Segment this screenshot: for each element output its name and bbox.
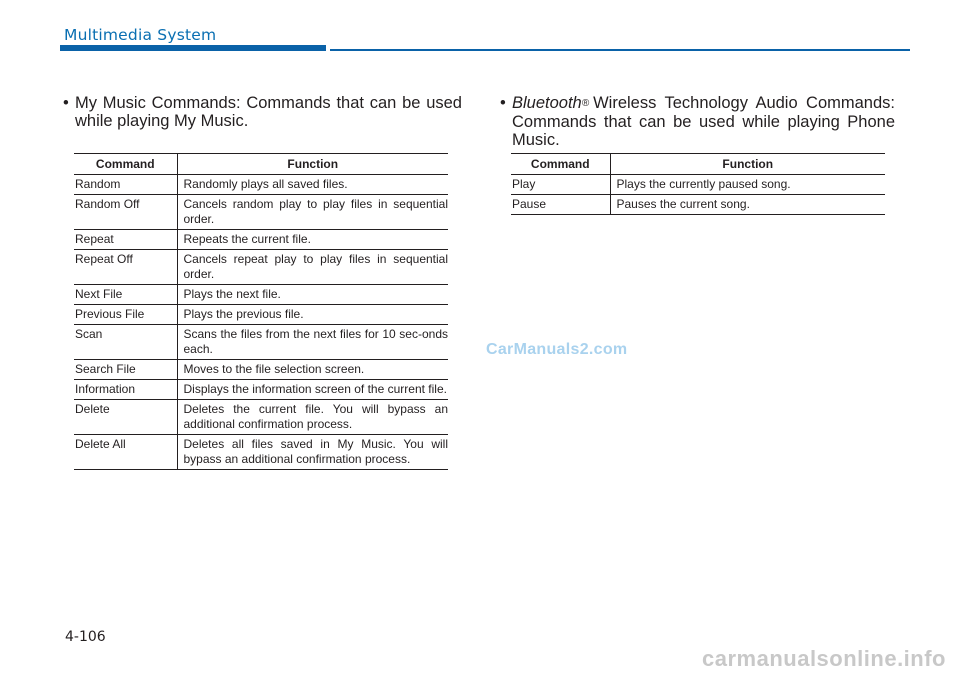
- column-header-function: Function: [610, 154, 885, 175]
- function-cell: Displays the information screen of the current file.: [177, 380, 448, 400]
- my-music-intro: [63, 94, 462, 130]
- registered-mark: ®: [581, 98, 590, 109]
- table-row: [74, 435, 448, 470]
- table-row: [74, 325, 448, 360]
- table-row: [74, 175, 448, 195]
- table-row: [74, 230, 448, 250]
- table-row: [74, 285, 448, 305]
- column-header-function: Function: [177, 154, 448, 175]
- table-row: [511, 175, 885, 195]
- table-row: [511, 195, 885, 215]
- column-header-command: Command: [511, 154, 610, 175]
- command-cell: Scan: [74, 325, 177, 360]
- table-row: [74, 305, 448, 325]
- command-cell: Pause: [511, 195, 610, 215]
- bluetooth-intro: [500, 94, 895, 149]
- function-cell: Plays the next file.: [177, 285, 448, 305]
- function-cell: Cancels random play to play files in sequential order.: [177, 195, 448, 230]
- table-row: [74, 380, 448, 400]
- table-row: [74, 250, 448, 285]
- command-cell: Repeat Off: [74, 250, 177, 285]
- command-cell: Delete All: [74, 435, 177, 470]
- command-cell: Previous File: [74, 305, 177, 325]
- function-cell: Moves to the file selection screen.: [177, 360, 448, 380]
- page-number: 4-106: [65, 629, 106, 645]
- footer-watermark: carmanualsonline.info: [702, 646, 946, 671]
- function-cell: Repeats the current file.: [177, 230, 448, 250]
- function-cell: Plays the previous file.: [177, 305, 448, 325]
- table-row: [74, 400, 448, 435]
- header-accent-bar: [60, 45, 326, 51]
- table-row: [74, 195, 448, 230]
- command-cell: Random Off: [74, 195, 177, 230]
- function-cell: Pauses the current song.: [610, 195, 885, 215]
- bluetooth-intro-text: Wireless Technology Audio Commands: Commands that can be used while playing Phone Music.: [512, 94, 895, 149]
- function-cell: Plays the currently paused song.: [610, 175, 885, 195]
- function-cell: Randomly plays all saved files.: [177, 175, 448, 195]
- function-cell: Cancels repeat play to play files in sequential order.: [177, 250, 448, 285]
- command-cell: Delete: [74, 400, 177, 435]
- my-music-intro-text: My Music Commands: Commands that can be used while playing My Music.: [75, 94, 462, 130]
- table-header-row: [511, 154, 885, 175]
- command-cell: Repeat: [74, 230, 177, 250]
- command-cell: Next File: [74, 285, 177, 305]
- function-cell: Deletes all files saved in My Music. You will bypass an additional confirmation process.: [177, 435, 448, 470]
- site-watermark: CarManuals2.com: [486, 341, 628, 358]
- header-rule: [330, 49, 910, 51]
- command-cell: Information: [74, 380, 177, 400]
- table-row: [74, 360, 448, 380]
- column-header-command: Command: [74, 154, 177, 175]
- function-cell: Deletes the current file. You will bypass an additional confirmation process.: [177, 400, 448, 435]
- bullet-marker: •: [500, 94, 506, 112]
- bullet-marker: •: [63, 94, 69, 112]
- section-title: Multimedia System: [64, 26, 217, 44]
- command-cell: Random: [74, 175, 177, 195]
- bluetooth-term: Bluetooth: [512, 94, 582, 112]
- table-header-row: [74, 154, 448, 175]
- command-cell: Play: [511, 175, 610, 195]
- my-music-commands-table: [74, 153, 448, 470]
- bluetooth-commands-table: [511, 153, 885, 215]
- function-cell: Scans the files from the next files for 10 sec-onds each.: [177, 325, 448, 360]
- command-cell: Search File: [74, 360, 177, 380]
